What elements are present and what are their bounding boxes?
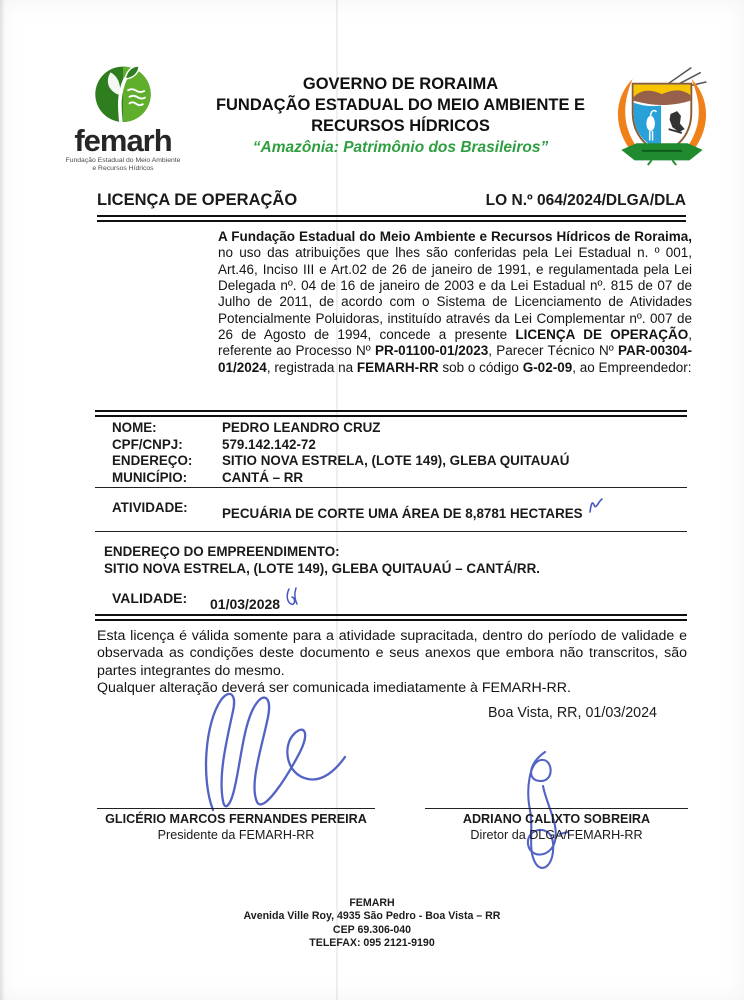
conditions-paragraph: Esta licença é válida somente para a atividade supracitada, dentro do período de validade e observada as condições deste documento e seus anexos que embora não transcritos, são partes integrantes do mesmo. — [97, 628, 687, 679]
footer-cep: CEP 69.306-040 — [332, 923, 412, 936]
field-value: PEDRO LEANDRO CRUZ — [222, 420, 381, 435]
field-row-validade — [112, 590, 299, 612]
field-row-endereco — [112, 453, 684, 470]
enterprise-address-value: SITIO NOVA ESTRELA, (LOTE 149), GLEBA QUITAUAÚ – CANTÁ/RR. — [104, 560, 540, 576]
field-label: NOME: — [112, 420, 157, 435]
double-rule — [95, 614, 687, 621]
field-label: MUNICÍPIO: — [112, 469, 188, 485]
title-row — [97, 191, 686, 210]
enterprise-address-block — [104, 544, 694, 577]
date-place-line: Boa Vista, RR, 01/03/2024 — [487, 705, 657, 721]
field-value: CANTÁ – RR — [222, 469, 304, 485]
thin-rule — [95, 487, 687, 488]
document-footer — [0, 897, 744, 950]
holder-fields — [112, 420, 684, 486]
footer-address: Avenida Ville Roy, 4935 São Pedro - Boa Vista – RR — [243, 910, 501, 923]
double-rule — [97, 215, 686, 222]
double-rule — [95, 410, 687, 417]
org-line-2: FUNDAÇÃO ESTADUAL DO MEIO AMBIENTE E — [215, 96, 586, 114]
handwritten-initial-mark — [588, 497, 604, 515]
document-header — [55, 60, 718, 178]
field-value: SITIO NOVA ESTRELA, (LOTE 149), GLEBA QUITAUAÚ — [222, 453, 570, 469]
field-value: 579.142.142-72 — [222, 436, 316, 452]
org-line-1: GOVERNO DE RORAIMA — [302, 75, 499, 93]
field-label: CPF/CNPJ: — [112, 436, 183, 452]
conditions-block — [97, 628, 687, 697]
document-title: LICENÇA DE OPERAÇÃO — [97, 191, 298, 209]
femarh-logo-icon — [86, 60, 160, 130]
field-row-cpf — [112, 437, 684, 454]
field-row-atividade — [112, 500, 704, 521]
femarh-caption: Fundação Estadual do Meio Ambiente e Recursos Hídricos — [65, 157, 181, 172]
field-value: 01/03/2028 — [210, 590, 299, 612]
signature-line — [425, 808, 688, 809]
footer-org: FEMARH — [349, 897, 395, 909]
femarh-wordmark: femarh — [74, 123, 172, 158]
org-line-3: RECURSOS HÍDRICOS — [311, 117, 490, 135]
thin-rule — [95, 531, 687, 532]
roraima-coat-of-arms — [610, 60, 718, 178]
field-value: PECUÁRIA DE CORTE UMA ÁREA DE 8,8781 HECTARES — [222, 500, 604, 521]
signatory-role-director: Diretor da DLGA/FEMARH-RR — [470, 828, 643, 842]
preamble-paragraph: A Fundação Estadual do Meio Ambiente e Recursos Hídricos de Roraima, no uso das atribuições que lhes são conferidas pela Lei Estadual n. º 001, Art.46, Inciso III e Art.02 de 26 de janeiro de 1991, e regulamentada pela Lei Delegada nº. 04 de 16 de janeiro de 2003 e da Lei Estadual nº. 815 de 07 de Julho de 2011, de acordo com o Sistema de Licenciamento de Atividades Potencialmente Poluidoras, instituído através da Lei Complementar nº. 007 de 26 de Agosto de 1994, concede a presente LICENÇA DE OPERAÇÃO, referente ao Processo Nº PR-01100-01/2023, Parecer Técnico Nº PAR-00304-01/2024, registrada na FEMARH-RR sob o código G-02-09, ao Empreendedor: — [218, 229, 692, 375]
signature-line — [97, 808, 375, 809]
signature-ink-director — [498, 746, 586, 873]
scan-edge-shade — [0, 0, 5, 1000]
roraima-coat-of-arms-icon — [610, 62, 714, 166]
conditions-note: Qualquer alteração deverá ser comunicada imediatamente à FEMARH-RR. — [97, 679, 571, 696]
femarh-logo — [55, 60, 191, 178]
field-row-nome — [112, 420, 684, 437]
field-label: ATIVIDADE: — [112, 500, 188, 515]
field-label: VALIDADE: — [112, 590, 188, 606]
title-bar — [97, 191, 686, 222]
signature-ink-president — [183, 683, 351, 813]
header-org-titles — [191, 60, 610, 178]
enterprise-address-label: ENDEREÇO DO EMPREENDIMENTO: — [104, 544, 340, 559]
field-row-municipio — [112, 470, 684, 487]
signatory-role-president: Presidente da FEMARH-RR — [157, 828, 315, 842]
footer-telefax: TELEFAX: 095 2121-9190 — [309, 936, 435, 949]
license-number: LO N.º 064/2024/DLGA/DLA — [485, 192, 686, 209]
signatory-name-director: ADRIANO CALIXTO SOBREIRA — [462, 812, 651, 826]
signatory-name-president: GLICÉRIO MARCOS FERNANDES PEREIRA — [105, 812, 367, 826]
handwritten-initial-mark — [285, 587, 299, 606]
state-motto: “Amazônia: Patrimônio dos Brasileiros” — [252, 139, 549, 156]
field-label: ENDEREÇO: — [112, 453, 193, 469]
